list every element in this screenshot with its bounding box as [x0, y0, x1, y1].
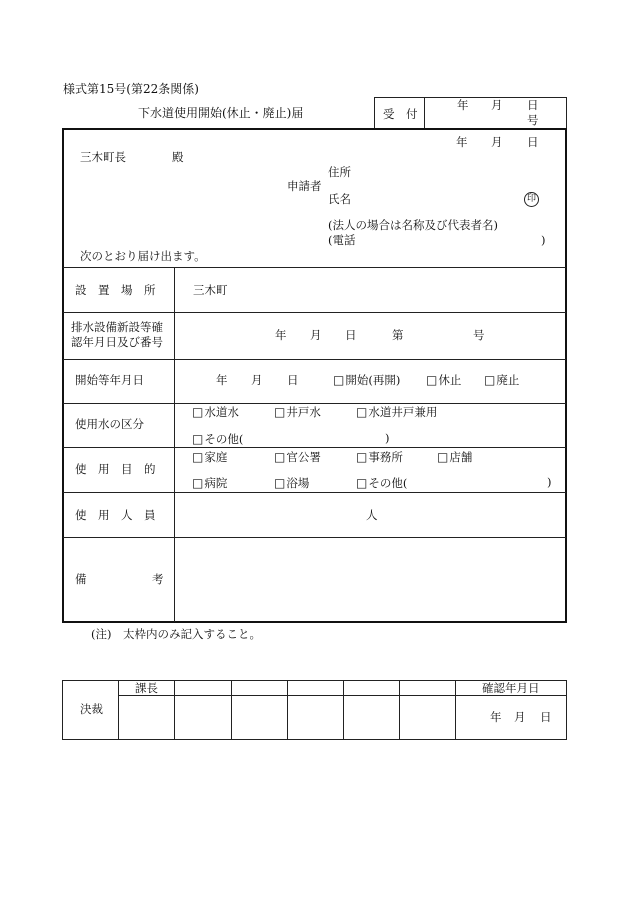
start-date-year: 年	[216, 373, 228, 387]
form-title: 下水道使用開始(休止・廃止)届	[138, 106, 304, 120]
confirmation-year: 年	[275, 328, 287, 342]
water-other-close: )	[385, 431, 390, 445]
confirmation-dai: 第	[392, 328, 404, 342]
date-year: 年	[456, 135, 468, 149]
start-date-day: 日	[287, 373, 299, 387]
purpose-other-close: )	[547, 475, 552, 489]
start-date-month: 月	[251, 373, 263, 387]
note: (注) 太枠内のみ記入すること。	[91, 627, 261, 641]
users-label: 使 用 人 員	[75, 508, 156, 522]
water-type-label: 使用水の区分	[75, 417, 144, 431]
confirmation-label-line2: 認年月日及び番号	[71, 335, 163, 349]
checkbox-shop[interactable]: □ 店舗	[437, 451, 472, 464]
date-day: 日	[527, 135, 539, 149]
applicant-label: 申請者	[287, 179, 322, 193]
checkbox-start-resume[interactable]: □ 開始(再開)	[333, 374, 400, 387]
receipt-number: 号	[527, 113, 539, 127]
confirmation-day: 日	[345, 328, 357, 342]
users-unit: 人	[366, 508, 378, 522]
honorific: 殿	[172, 150, 184, 164]
receipt-month: 月	[491, 98, 503, 112]
location-label: 設 置 場 所	[75, 283, 156, 297]
checkbox-business-office[interactable]: □ 事務所	[356, 451, 403, 464]
checkbox-household[interactable]: □ 家庭	[192, 451, 227, 464]
receipt-label: 受 付	[383, 107, 418, 121]
checkbox-tap-well-combined[interactable]: □ 水道井戸兼用	[356, 406, 437, 419]
remarks-field[interactable]	[176, 539, 565, 621]
date-month: 月	[491, 135, 503, 149]
confirmation-go: 号	[473, 328, 485, 342]
start-date-label: 開始等年月日	[75, 373, 144, 387]
checkbox-well-water[interactable]: □ 井戸水	[274, 406, 321, 419]
checkbox-tap-water[interactable]: □ 水道水	[192, 406, 239, 419]
chief-label: 課長	[135, 681, 158, 695]
approval-year: 年	[490, 710, 502, 724]
confirmation-month: 月	[310, 328, 322, 342]
purpose-label: 使 用 目 的	[75, 462, 156, 476]
receipt-year: 年	[457, 98, 469, 112]
remarks-label-left: 備	[75, 572, 87, 586]
phone-label: (電話	[328, 233, 356, 247]
approval-month: 月	[514, 710, 526, 724]
checkbox-purpose-other[interactable]: □ その他(	[356, 477, 407, 490]
checkbox-bathhouse[interactable]: □ 浴場	[274, 477, 309, 490]
form-number: 様式第15号(第22条関係)	[63, 82, 199, 96]
checkbox-water-other[interactable]: □ その他(	[192, 433, 243, 446]
approval-day: 日	[540, 710, 552, 724]
addressee: 三木町長	[80, 150, 126, 164]
checkbox-government-office[interactable]: □ 官公署	[274, 451, 321, 464]
confirmation-label-line1: 排水設備新設等確	[71, 320, 163, 334]
checkbox-abolish[interactable]: □ 廃止	[484, 374, 519, 387]
address-label: 住所	[328, 165, 351, 179]
seal-mark: 印	[524, 192, 539, 207]
approval-label: 決裁	[80, 702, 103, 716]
checkbox-hospital[interactable]: □ 病院	[192, 477, 227, 490]
confirm-date-label: 確認年月日	[482, 681, 540, 695]
corp-note: (法人の場合は名称及び代表者名)	[328, 218, 498, 232]
statement: 次のとおり届け出ます。	[80, 249, 206, 263]
location-value[interactable]: 三木町	[193, 283, 228, 297]
receipt-day: 日	[527, 98, 539, 112]
checkbox-suspend[interactable]: □ 休止	[426, 374, 461, 387]
phone-close: )	[541, 233, 546, 247]
name-label: 氏名	[328, 192, 351, 206]
remarks-label-right: 考	[152, 572, 164, 586]
